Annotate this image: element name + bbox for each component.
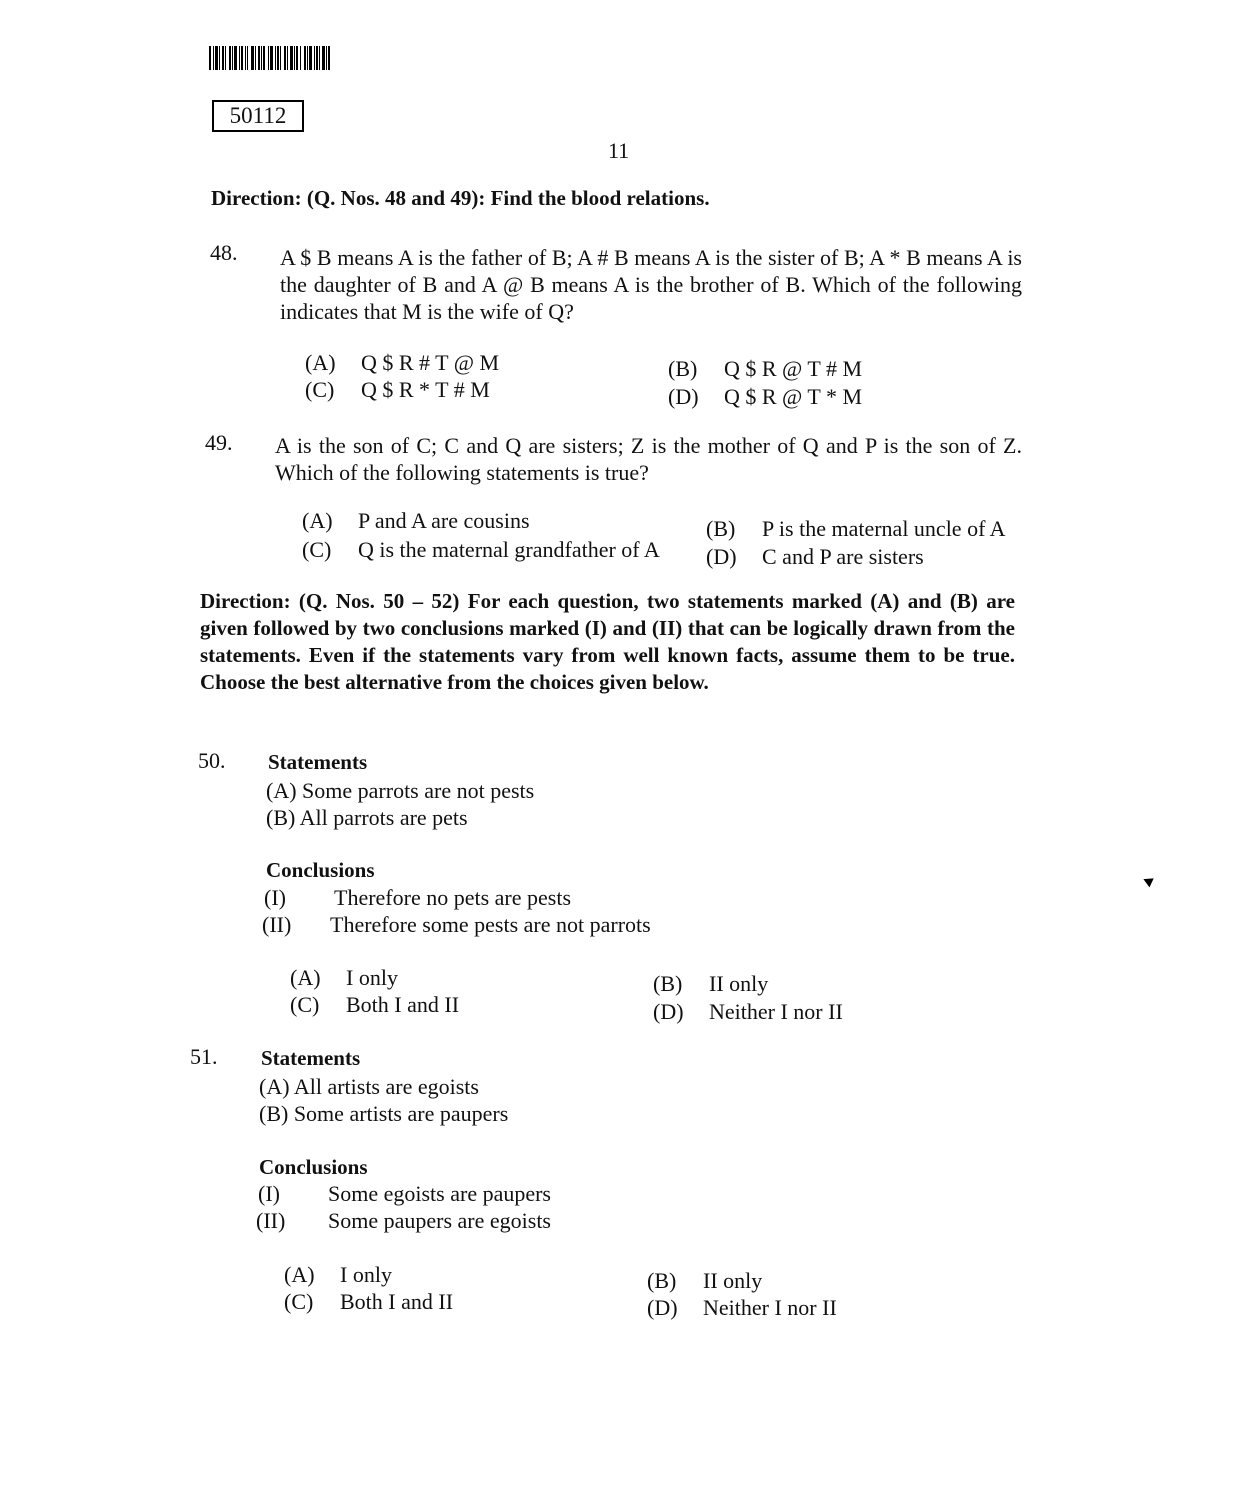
- q50-option-d[interactable]: [653, 999, 843, 1025]
- direction-blood-relations: Direction: (Q. Nos. 48 and 49): Find the blood relations.: [211, 186, 710, 210]
- stray-pen-mark: [1141, 875, 1153, 888]
- option-text: Both I and II: [346, 992, 460, 1017]
- option-label: (A): [284, 1262, 315, 1287]
- q49-option-a[interactable]: [302, 508, 530, 534]
- direction-syllogism: Direction: (Q. Nos. 50 – 52) For each question, two statements marked (A) and (B) are given followed by two conclusions marked (I) and (II) that can be logically drawn from the statements. Even if the statements vary from well known facts, assume them to be true. Choose the best alternative from the choices given below.: [200, 589, 1015, 694]
- conclusion-label: (II): [262, 912, 292, 937]
- conclusion-text: Therefore some pests are not parrots: [330, 912, 651, 937]
- page-number: 11: [608, 138, 630, 163]
- q51-option-d[interactable]: [647, 1295, 837, 1321]
- option-label: (D): [647, 1295, 678, 1320]
- option-label: (B): [668, 356, 698, 381]
- q49-option-d[interactable]: [706, 544, 924, 570]
- option-text: Q $ R * T # M: [361, 377, 490, 402]
- option-label: (D): [706, 544, 737, 569]
- conclusion-text: Therefore no pets are pests: [334, 885, 572, 910]
- barcode: [209, 46, 365, 70]
- option-text: C and P are sisters: [762, 544, 924, 569]
- conclusion-label: (I): [258, 1181, 280, 1206]
- q50-option-c[interactable]: [290, 992, 459, 1018]
- q51-conclusions-heading: Conclusions: [259, 1155, 368, 1179]
- option-label: (A): [290, 965, 321, 990]
- q50-conclusion-2: [262, 912, 651, 938]
- q51-conclusion-2: [256, 1208, 551, 1234]
- option-text: Neither I nor II: [703, 1295, 837, 1320]
- option-text: Q $ R @ T # M: [724, 356, 863, 381]
- q50-statement-b: (B) All parrots are pets: [266, 805, 468, 830]
- question-number-49: 49.: [205, 430, 233, 455]
- option-text: II only: [703, 1268, 763, 1293]
- q50-option-a[interactable]: [290, 965, 398, 991]
- conclusion-label: (I): [264, 885, 286, 910]
- q48-option-b[interactable]: [668, 356, 862, 382]
- question-number-50: 50.: [198, 748, 226, 773]
- q48-option-d[interactable]: [668, 384, 862, 410]
- option-text: Neither I nor II: [709, 999, 843, 1024]
- option-text: Q is the maternal grandfather of A: [358, 537, 660, 562]
- q51-statement-a: (A) All artists are egoists: [259, 1074, 479, 1099]
- question-number-51: 51.: [190, 1044, 218, 1069]
- q49-option-c[interactable]: [302, 537, 660, 563]
- q50-statements-heading: Statements: [268, 750, 368, 774]
- question-number-48: 48.: [210, 240, 238, 265]
- option-label: (C): [284, 1289, 314, 1314]
- option-text: P and A are cousins: [358, 508, 530, 533]
- q51-conclusion-1: [258, 1181, 551, 1207]
- conclusion-label: (II): [256, 1208, 286, 1233]
- question-text-48: A $ B means A is the father of B; A # B means A is the sister of B; A * B means A is the daughter of B and A @ B means A is the brother of B. Which of the following indicates that M is the wife of Q?: [280, 245, 1022, 324]
- option-label: (B): [653, 971, 683, 996]
- option-text: I only: [340, 1262, 392, 1287]
- option-label: (C): [305, 377, 335, 402]
- conclusion-text: Some paupers are egoists: [328, 1208, 551, 1233]
- conclusion-text: Some egoists are paupers: [328, 1181, 551, 1206]
- option-label: (A): [305, 350, 336, 375]
- question-text-49: A is the son of C; C and Q are sisters; Z is the mother of Q and P is the son of Z. Which of the following statements is true?: [275, 433, 1022, 485]
- q50-statement-a: (A) Some parrots are not pests: [266, 778, 535, 803]
- q50-conclusion-1: [264, 885, 571, 911]
- q50-conclusions-heading: Conclusions: [266, 858, 375, 882]
- option-label: (D): [668, 384, 699, 409]
- option-text: I only: [346, 965, 398, 990]
- option-text: Q $ R @ T * M: [724, 384, 863, 409]
- option-text: II only: [709, 971, 769, 996]
- q50-option-b[interactable]: [653, 971, 768, 997]
- q51-statements-heading: Statements: [261, 1046, 361, 1070]
- option-label: (B): [647, 1268, 677, 1293]
- option-label: (B): [706, 516, 736, 541]
- option-label: (A): [302, 508, 333, 533]
- q48-option-c[interactable]: [305, 377, 490, 403]
- q51-statement-b: (B) Some artists are paupers: [259, 1101, 509, 1126]
- q49-option-b[interactable]: [706, 516, 1006, 542]
- option-label: (C): [290, 992, 320, 1017]
- q48-option-a[interactable]: [305, 350, 499, 376]
- option-text: P is the maternal uncle of A: [762, 516, 1006, 541]
- option-text: Q $ R # T @ M: [361, 350, 500, 375]
- q51-option-a[interactable]: [284, 1262, 392, 1288]
- option-text: Both I and II: [340, 1289, 454, 1314]
- q51-option-b[interactable]: [647, 1268, 762, 1294]
- paper-code: 50112: [212, 100, 304, 132]
- option-label: (D): [653, 999, 684, 1024]
- q51-option-c[interactable]: [284, 1289, 453, 1315]
- option-label: (C): [302, 537, 332, 562]
